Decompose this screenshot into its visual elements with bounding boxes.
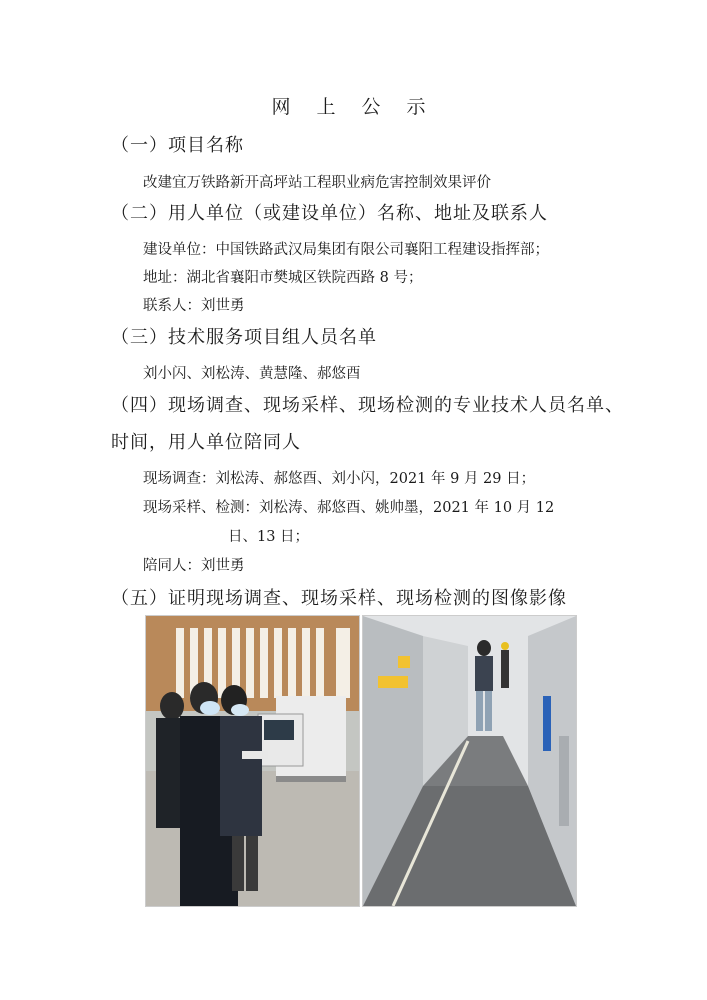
photo-site-survey [145,615,360,907]
address: 地址：湖北省襄阳市樊城区铁院西路 8 号； [143,270,423,286]
section-2-heading: （二）用人单位（或建设单位）名称、地址及联系人 [111,203,548,224]
project-name: 改建宜万铁路新开高坪站工程职业病危害控制效果评价 [143,175,491,191]
photo-substation-corridor [362,615,577,907]
section-5-heading: （五）证明现场调查、现场采样、现场检测的图像影像 [111,588,567,609]
escort-person: 陪同人：刘世勇 [143,558,245,574]
contact-person: 联系人：刘世勇 [143,298,245,314]
sampling-info-line1: 现场采样、检测：刘松涛、郝悠酉、姚帅墨，2021 年 10 月 12 [143,500,555,516]
sampling-info-line2: 日、13 日； [228,529,310,545]
team-members: 刘小闪、刘松涛、黄慧隆、郝悠酉 [143,366,361,382]
page-title: 网 上 公 示 [271,96,436,118]
section-4-heading-line2: 时间，用人单位陪同人 [111,432,301,453]
section-4-heading-line1: （四）现场调查、现场采样、现场检测的专业技术人员名单、 [111,395,624,416]
section-1-heading: （一）项目名称 [111,135,244,156]
section-3-heading: （三）技术服务项目组人员名单 [111,327,377,348]
construction-unit: 建设单位：中国铁路武汉局集团有限公司襄阳工程建设指挥部； [143,242,549,258]
site-survey-info: 现场调查：刘松涛、郝悠酉、刘小闪，2021 年 9 月 29 日； [143,471,536,487]
